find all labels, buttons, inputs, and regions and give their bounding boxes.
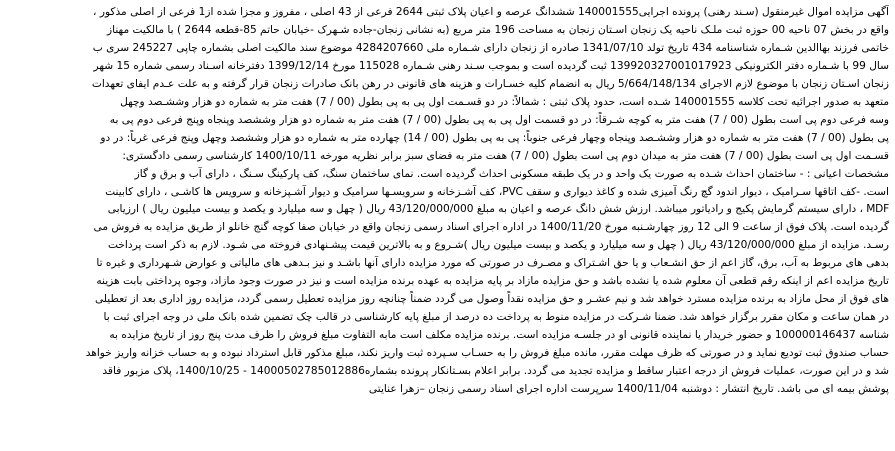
notice-line-10: مشخصات اعیانی : - ساختمان احداث شـده به صورت یک واحد و در یک طبقه مسکونی احداث گردیده است. نمای ساختمان سنگ، کف پارکینگ سـنگ ، دارای آب و برق و گاز	[134, 167, 889, 180]
notice-line-3: خاتمی فرزند بهاالدین شـماره شناسنامه 434 تاریخ تولد 1341/07/10 صادره از زنجان دارای شـماره ملی 4284207660 موضوع سند مالکیت اصلی بشماره چاپی 245227 سری ب	[92, 41, 889, 54]
notice-line-12: MDF ، دارای سیستم گرمایش پکیج و رادیاتور میباشد. ارزش شش دانگ عرصه و اعیان به مبلغ 43/120/000/000 ریال ( چهل و سه میلیارد و یکصد و بیست میلیون ریال ) ارزیابی	[107, 203, 889, 216]
notice-line-2: واقع در بخش 07 ناحیه 00 حوزه ثبت ملـک ناحیه یک زنجان اسـتان زنجان به مساحت 196 متر مربع (به نشانی زنجان-جاده شـهرک -خیابان حاتم 85-قطعه 2644 ) با مالکیت مهناز	[107, 23, 889, 36]
notice-line-18: در همان ساعت و مکان مقرر برگزار خواهد شد. ضمنا شـرکت در مزایده منوط به پرداخت ده درصد از مبلغ پایه کارشناسی در قالب چک تضمین شده بانک ملی در وجه اجرای ثبت با	[103, 311, 889, 324]
notice-line-7: وسه فرعی دوم پی است بطول (00 / 7) هفت متر به کوچه شـرقاً: در دو قسمت اول پی به پی بطول (00 / 7) هفت متر به شماره دو هزار وششصد وپنجاه وپنج فرعی دوم پی به	[109, 113, 889, 126]
notice-line-5: زنجان اسـتان زنجان با موضوع لازم الاجرای 5/664/148/134 ریال به انضمام کلیه خسـارات و هزینه های قانونی در رهن بانک صادرات زنجان قرار گرفته و به علت عـدم ایفای تعهدات	[91, 77, 889, 90]
notice-line-4: سال 99 با شـماره دفتر الکترونیکی 139920327001017923 ثبت گردیده است و بموجب سـند رهنی شـماره 115028 مورخ 1399/12/14 دفترخانه اسـناد رسمی شماره 15 شهر	[93, 59, 889, 72]
notice-line-11: است. -کف اتاقها سـرامیک ، دیوار اندود گچ رنگ آمیزی شده و کاغذ دیواری و سقف PVC، کف آشـزخانه و سرویسـها سرامیک و دیوار آشـپزخانه و سرویس ها کاشـی ، دارای کابینت	[105, 185, 889, 198]
notice-line-13: گردیده است. پلاک فوق از ساعت 9 الی 12 روز چهارشـنبه مورخ 1400/11/20 در اداره اجرای اسناد رسمی زنجان واقع در خیابان صفا کوچه گنج خانلو از طریق مزایده به فروش می	[93, 221, 889, 234]
notice-line-9: قسـمت اول پی است بطول (00 / 7) هفت متر به میدان دوم پی است بطول (00 / 7) هفت متر به فضای سبز برابر نظریه مورخه 1400/10/11 کارشناسی رسمی دادگستری:	[122, 149, 889, 162]
notice-line-16: تاریخ مزایده اعم از اینکه رقم قطعی آن معلوم شده یا نشده باشد و حق مزایده مازاد بر پایه مزایده به عهده برنده مزایده است و نیز در صورت وجود مازاد، وجوه پرداختی بابت هزینه	[96, 275, 889, 288]
notice-line-15: بدهی های مربوط به آب، برق، گاز اعم از حق انشـعاب و یا حق اشـتراک و مصـرف در صورتی که مورد مزایده دارای آنها باشـد و نیز بـدهی های مالیاتی و عوارض شـهرداری و غیره تا	[96, 257, 889, 270]
notice-line-1: آگهی مزایده اموال غیرمنقول (سـند رهنی) پرونده اجرایی140001555 ششدانگ عرصه و اعیان پلاک ثبتی 2644 فرعی از 43 اصلی ، مفروز و مجزا شده از1 فرعی از اصلی مذکور ،	[93, 6, 889, 18]
notice-line-21: شد و در این صورت، عملیات فروش از درجه اعتبار ساقط و مزایده تجدید می گردد. برابر اعلام بسـتانکار پرونده بشماره14000502785012886 - 1400/10/25، پلاک مزبور فاقد	[102, 365, 889, 378]
notice-line-14: رسـد. مزایده از مبلغ 43/120/000/000 ریال ( چهل و سه میلیارد و یکصد و بیست میلیون ریال )شـروع و به بالاترین قیمت پیشـنهادی فروخته می شـود. لازم به ذکر است پرداخت	[107, 239, 889, 252]
notice-line-8: پی بطول (00 / 7) هفت متر به شماره دو هزار وششـصد وپنجاه وچهار فرعی جنوباً: پی به پی بطول (00 / 14) چهارده متر به شماره دو هزار وششصد وچهل وپنج فرعی غرباً: در دو	[100, 131, 889, 144]
notice-line-6: متعهد به صدور اجرائیه تحت کلاسه 140001555 شـده است، حدود پلاک ثبتی : شمالاً: در دو قسـمت اول پی به پی بطول (00 / 7) هفت متر به شماره دو هزار وششـصد وچهل	[120, 95, 889, 108]
notice-line-19: شناسه 100000146437 و حضور خریدار یا نماینده قانونی او در جلسـه مزایده است. برنده مزایده مکلف است مابه التفاوت مبلغ فروش را ظرف مدت پنج روز از تاریخ مزایده به	[109, 329, 889, 342]
notice-line-17: های فوق از محل مازاد به برنده مزایده مسترد خواهد شد و نیم عشـر و حق مزایده نقداً وصول می گردد ضمناً چنانچه روز مزایده تعطیل رسمی گردد، مزایده روز اداری بعد از تعطیلی	[94, 293, 889, 306]
notice-line-22: پوشش بیمه ای می باشد. تاریخ انتشار : دوشنبه 1400/11/04 سرپرست اداره اجرای اسناد رسمی زنجان –زهرا عنایتی	[368, 383, 889, 396]
notice-line-20: حساب صندوق ثبت تودیع نماید و در صورتی که ظرف مهلت مقرر، مانده مبلغ فروش را به حسـاب سـپرده ثبت واریز نکند، مبلغ مذکور قابل استرداد نبوده و به حساب خزانه واریز خواهد	[85, 347, 889, 360]
